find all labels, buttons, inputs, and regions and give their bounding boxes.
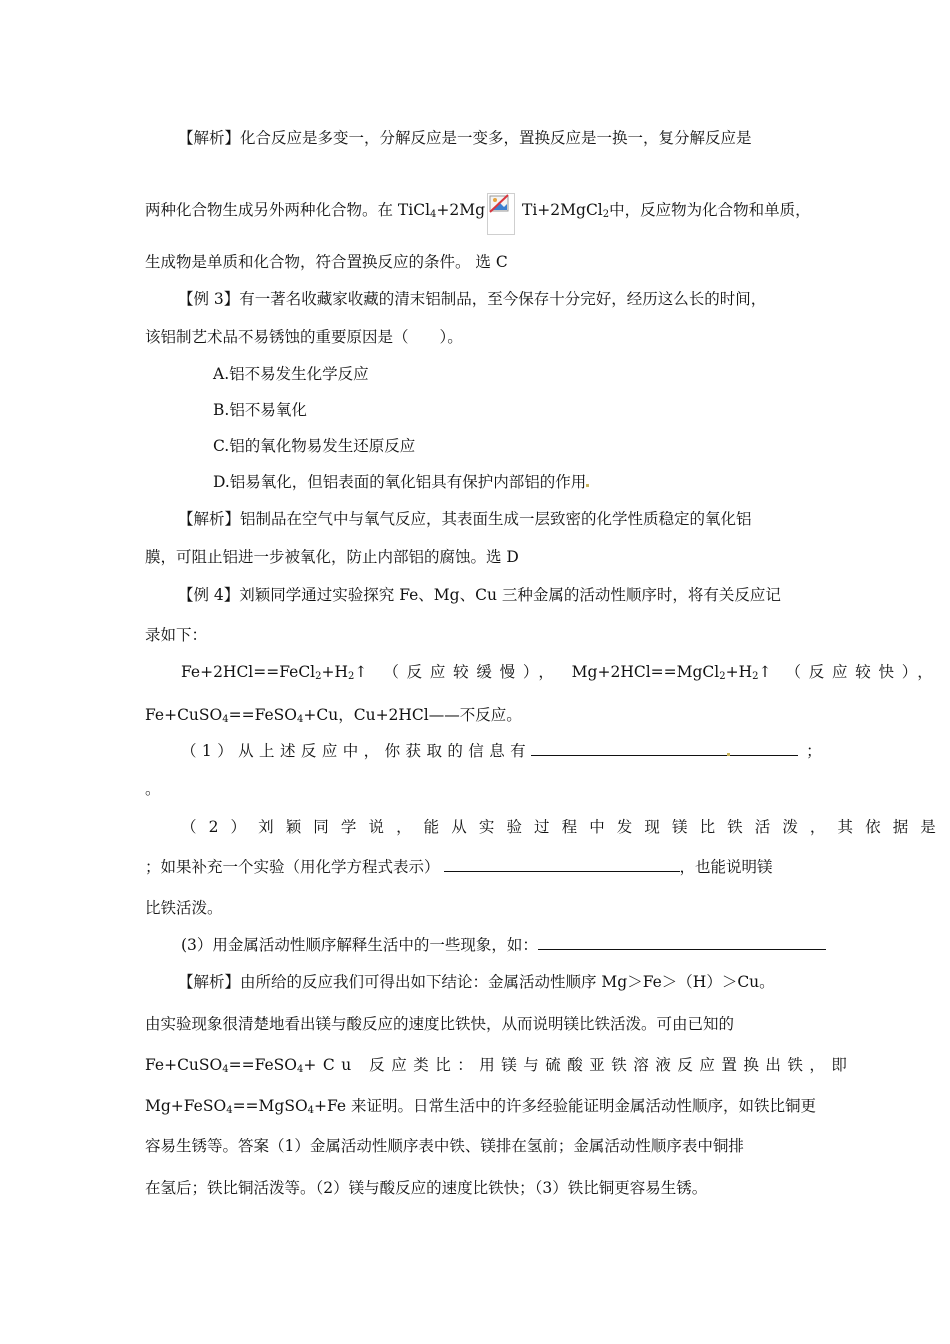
analysis-1-line-3: 生成物是单质和化合物，符合置换反应的条件。 选 C: [145, 253, 508, 271]
example-4-subquestion-3: (3）用金属活动性顺序解释生活中的一些现象，如：: [181, 935, 826, 955]
example-4-reaction-line-2: Fe+CuSO$_4$==FeSO$_4$+Cu，Cu+2HCl——不反应。: [145, 706, 522, 725]
example-3-option-a: A.铝不易发生化学反应: [213, 365, 369, 383]
analysis-1-line-2: 两种化合物生成另外两种化合物。在 TiCl$_4$+2Mg Ti+2MgCl$_2$中，反应物为化合物和单质，: [145, 193, 811, 235]
answer-blank-2[interactable]: [444, 857, 680, 872]
example-4-question-line-2: 录如下：: [145, 626, 208, 644]
example-4-subquestion-1-end: 。: [145, 780, 161, 798]
example-4-question-line-1: 【例 4】刘颖同学通过实验探究 Fe、Mg、Cu 三种金属的活动性顺序时，将有关反应记: [178, 586, 781, 604]
answer-blank-1b[interactable]: [730, 741, 798, 756]
example-4-subquestion-2-line-2: ；如果补充一个实验（用化学方程式表示） ，也能说明镁: [145, 858, 773, 876]
example-4-subquestion-2-line-1: （2）刘颖同学说，能从实验过程中发现镁比铁活泼，其依据是: [181, 818, 948, 836]
broken-image-icon: [487, 193, 515, 235]
example-4-reaction-line-1: $Fe+2HCl==FeCl_2+H_2↑$ （反应较缓慢）， $Mg+2HCl==MgCl_2+H_2↑$ （反应较快），: [181, 663, 941, 682]
example-4-subquestion-1: （1）从上述反应中，你获取的信息有 ；: [181, 742, 822, 760]
example-4-analysis-line-4: Mg+FeSO$_4$==MgSO$_4$+Fe 来证明。日常生活中的许多经验能证明金属活动性顺序，如铁比铜更: [145, 1097, 817, 1116]
example-3-analysis-line-2: 膜，可阻止铝进一步被氧化，防止内部铝的腐蚀。选 D: [145, 548, 519, 566]
example-4-subquestion-2-line-3: 比铁活泼。: [145, 899, 223, 917]
example-4-analysis-line-3: Fe+CuSO$_4$==FeSO$_4$+Cu 反应类比：用镁与硫酸亚铁溶液反应置换出铁，即: [145, 1056, 854, 1075]
example-3-option-c: C.铝的氧化物易发生还原反应: [213, 437, 416, 455]
example-3-option-d: D.铝易氧化，但铝表面的氧化铝具有保护内部铝的作用: [213, 472, 589, 492]
example-3-option-b: B.铝不易氧化: [213, 401, 307, 419]
example-4-analysis-line-1: 【解析】由所给的反应我们可得出如下结论：金属活动性顺序 Mg＞Fe＞（H）＞Cu。: [178, 973, 775, 991]
example-3-question-line-1: 【例 3】有一著名收藏家收藏的清末铝制品，至今保存十分完好，经历这么长的时间，: [178, 290, 767, 308]
example-3-question-line-2: 该铝制艺术品不易锈蚀的重要原因是（ ）。: [145, 328, 463, 346]
marker-dot: [586, 484, 589, 487]
analysis-1-line-1: 【解析】化合反应是多变一，分解反应是一变多，置换反应是一换一，复分解反应是: [178, 129, 752, 147]
example-4-analysis-line-2: 由实验现象很清楚地看出镁与酸反应的速度比铁快，从而说明镁比铁活泼。可由已知的: [145, 1015, 735, 1033]
example-4-analysis-line-5: 容易生锈等。答案（1）金属活动性顺序表中铁、镁排在氢前；金属活动性顺序表中铜排: [145, 1137, 744, 1155]
example-3-analysis-line-1: 【解析】铝制品在空气中与氧气反应，其表面生成一层致密的化学性质稳定的氧化铝: [178, 510, 752, 528]
answer-blank-3[interactable]: [538, 935, 826, 950]
answer-blank-1a[interactable]: [531, 741, 727, 756]
example-4-analysis-line-6: 在氢后；铁比铜活泼等。（2）镁与酸反应的速度比铁快；（3）铁比铜更容易生锈。: [145, 1179, 708, 1197]
